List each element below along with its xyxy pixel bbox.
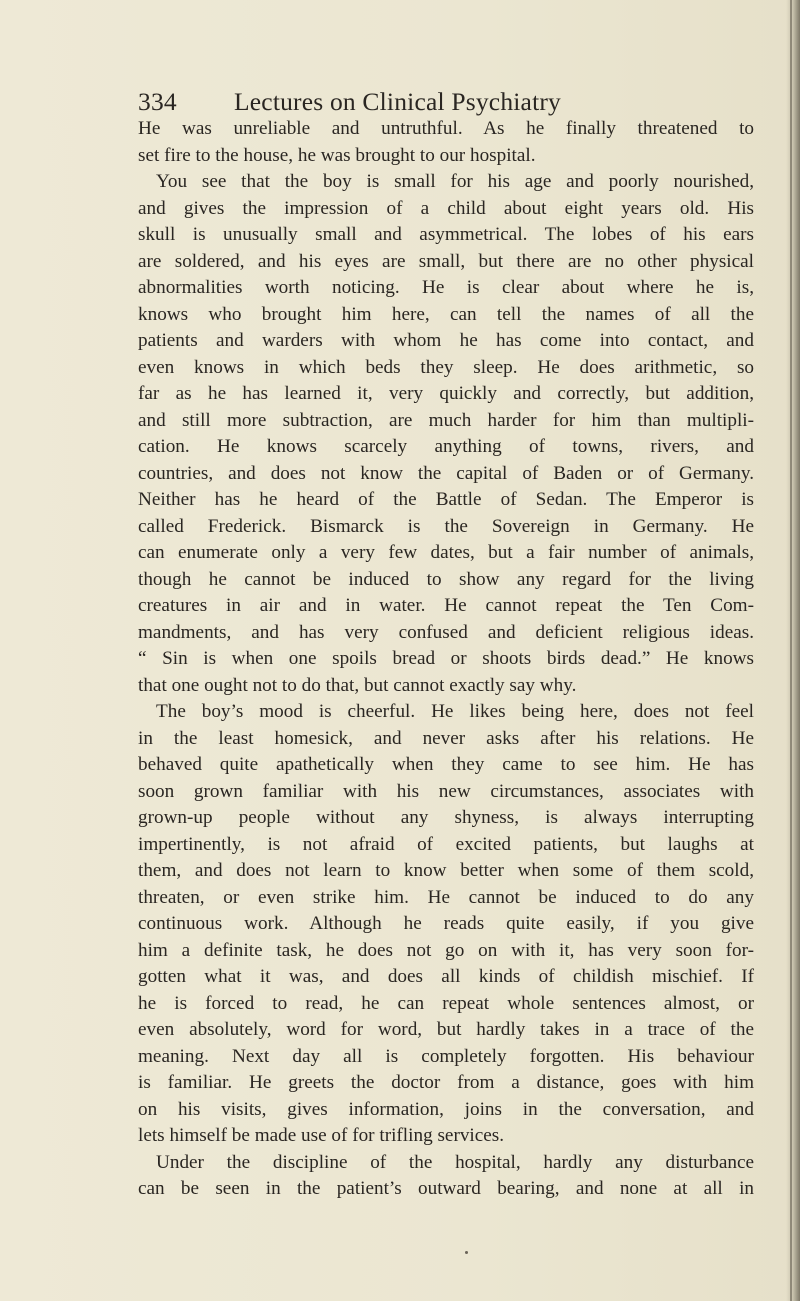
text-line: are soldered, and his eyes are small, but there are no other physical [138, 250, 754, 272]
text-line: The boy’s mood is cheerful. He likes being here, does not feel [156, 701, 754, 722]
text-line: lets himself be made use of for trifling services. [138, 1125, 505, 1146]
text-line: though he cannot be induced to show any regard for the living [138, 568, 754, 590]
running-title: Lectures on Clinical Psychiatry [234, 87, 561, 116]
text-line: He was unreliable and untruthful. As he finally threatened to [138, 118, 754, 139]
text-line: in the least homesick, and never asks after his relations. He [138, 727, 754, 749]
text-line: him a definite task, he does not go on with it, has very soon for- [138, 939, 754, 961]
text-line: even absolutely, word for word, but hardly takes in a trace of the [138, 1019, 754, 1040]
text-line: can enumerate only a very few dates, but a fair number of animals, [138, 542, 754, 563]
body-text [138, 116, 754, 1203]
text-line: that one ought not to do that, but cannot exactly say why. [138, 674, 577, 696]
page-number: 334 [138, 87, 177, 116]
text-line: he is forced to read, he can repeat whole sentences almost, or [138, 992, 754, 1014]
text-line: Under the discipline of the hospital, hardly any disturbance [156, 1151, 754, 1173]
text-line: Neither has he heard of the Battle of Sedan. The Emperor is [138, 489, 754, 510]
text-line: soon grown familiar with his new circumstances, associates with [138, 780, 754, 802]
text-line: them, and does not learn to know better when some of them scold, [138, 860, 754, 881]
text-line: meaning. Next day all is completely forgotten. His behaviour [138, 1045, 754, 1067]
text-line: far as he has learned it, very quickly and correctly, but addition, [138, 383, 754, 404]
page-edge-shadow [786, 0, 800, 1301]
text-line: behaved quite apathetically when they came to see him. He has [138, 754, 754, 775]
text-line: grown-up people without any shyness, is always interrupting [138, 807, 754, 828]
text-line: even knows in which beds they sleep. He does arithmetic, so [138, 356, 754, 378]
text-line: You see that the boy is small for his age and poorly nourished, [156, 171, 754, 192]
text-line: gotten what it was, and does all kinds of childish mischief. If [138, 966, 754, 987]
text-line: and still more subtraction, are much harder for him than multipli- [138, 409, 754, 431]
text-line: creatures in air and in water. He cannot repeat the Ten Com- [138, 595, 754, 616]
text-line: “ Sin is when one spoils bread or shoots birds dead.” He knows [138, 648, 754, 669]
text-line: can be seen in the patient’s outward bearing, and none at all in [138, 1178, 754, 1199]
text-line: impertinently, is not afraid of excited patients, but laughs at [138, 833, 754, 855]
text-line: and gives the impression of a child about eight years old. His [138, 197, 754, 219]
page-edge-line [790, 0, 792, 1301]
text-line: mandments, and has very confused and deficient religious ideas. [138, 621, 754, 643]
text-line: set fire to the house, he was brought to our hospital. [138, 144, 536, 166]
text-line: patients and warders with whom he has come into contact, and [138, 330, 754, 351]
text-line: cation. He knows scarcely anything of towns, rivers, and [138, 436, 754, 457]
text-line: on his visits, gives information, joins in the conversation, and [138, 1098, 754, 1120]
text-line: continuous work. Although he reads quite easily, if you give [138, 913, 754, 934]
text-line: skull is unusually small and asymmetrical. The lobes of his ears [138, 224, 754, 245]
text-line: countries, and does not know the capital of Baden or of Germany. [138, 462, 754, 484]
text-line: called Frederick. Bismarck is the Sovereign in Germany. He [138, 515, 754, 537]
print-speck [465, 1251, 468, 1254]
text-line: threaten, or even strike him. He cannot be induced to do any [138, 886, 754, 908]
text-line: abnormalities worth noticing. He is clear about where he is, [138, 277, 754, 298]
text-line: knows who brought him here, can tell the names of all the [138, 303, 754, 325]
text-line: is familiar. He greets the doctor from a distance, goes with him [138, 1072, 754, 1093]
